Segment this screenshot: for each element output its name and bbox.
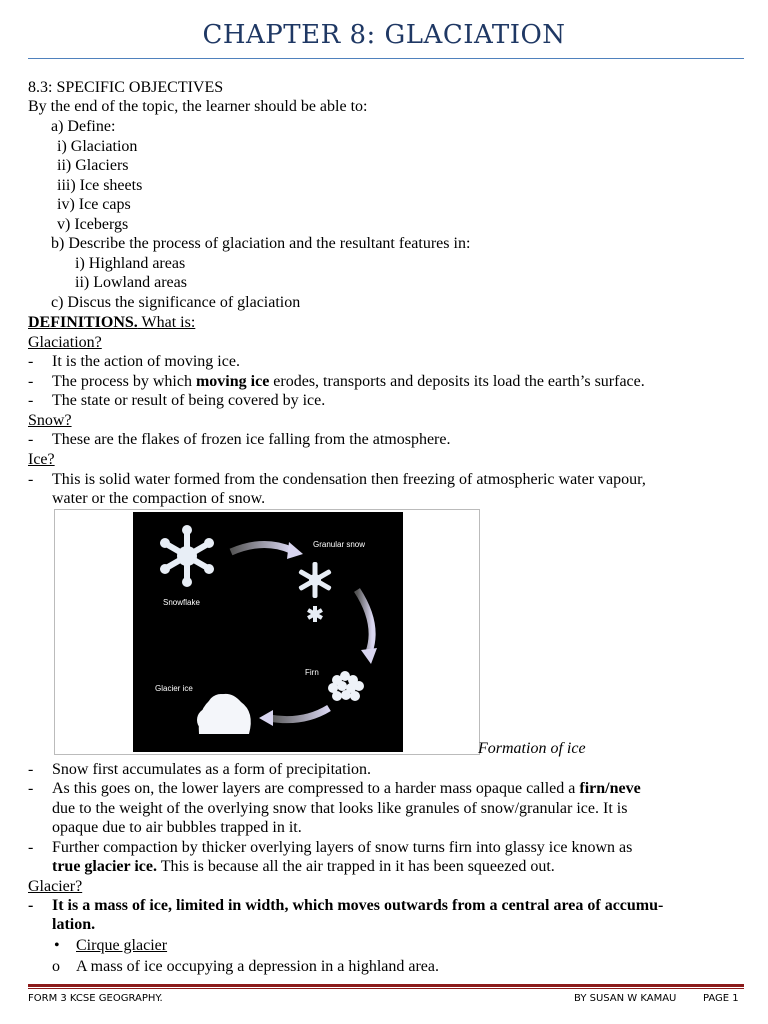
objective-a-item: i) Glaciation	[57, 138, 138, 155]
objective-a-item: v) Icebergs	[57, 216, 129, 233]
objectives-heading: 8.3: SPECIFIC OBJECTIVES	[28, 79, 224, 96]
text-run-bold: firn/neve	[579, 780, 641, 797]
footer-left: FORM 3 KCSE GEOGRAPHY.	[28, 993, 163, 1004]
dash-bullet: -	[28, 353, 34, 370]
dash-bullet: -	[28, 761, 34, 778]
granular-snow-icon	[298, 562, 332, 598]
glaciation-def-3: The state or result of being covered by ice.	[52, 392, 326, 409]
definitions-heading	[28, 313, 195, 332]
glacier-ice-icon	[197, 694, 251, 734]
objective-a-item: iv) Ice caps	[57, 196, 131, 213]
bullet-icon: •	[54, 937, 60, 954]
term-snow: Snow?	[28, 412, 72, 429]
ice-def-line-1: This is solid water formed from the condensation then freezing of atmospheric water vapour,	[52, 471, 646, 488]
objective-a-item: ii) Glaciers	[57, 157, 129, 174]
definitions-label-rest: What is:	[137, 314, 196, 331]
objective-b: b) Describe the process of glaciation and the resultant features in:	[51, 235, 471, 252]
footer-divider-thin	[28, 988, 744, 989]
dash-bullet: -	[28, 392, 34, 409]
dash-bullet: -	[28, 471, 34, 488]
arrowhead-icon	[287, 542, 303, 559]
process-2-line-1	[52, 779, 641, 798]
arrowhead-icon	[259, 710, 273, 726]
circle-bullet-icon: o	[52, 958, 60, 975]
dash-bullet: -	[28, 780, 34, 797]
snow-def-1: These are the flakes of frozen ice falling from the atmosphere.	[52, 431, 451, 448]
definitions-label: DEFINITIONS.	[28, 314, 138, 331]
ice-formation-figure	[54, 509, 480, 755]
process-3-line-1: Further compaction by thicker overlying layers of snow turns firn into glassy ice known as	[52, 839, 633, 856]
process-1: Snow first accumulates as a form of precipitation.	[52, 761, 372, 778]
arrow-icon	[231, 544, 291, 552]
arrow-icon	[269, 708, 329, 720]
footer-divider	[28, 984, 744, 987]
small-flake-icon	[307, 606, 323, 622]
cirque-glacier-heading: Cirque glacier	[76, 937, 168, 954]
glacier-def-line-1: It is a mass of ice, limited in width, which moves outwards from a central area of accumu-	[52, 897, 664, 914]
arrow-icon	[357, 590, 372, 652]
term-glaciation: Glaciation?	[28, 334, 102, 351]
label-snowflake: Snowflake	[163, 598, 200, 607]
process-2-line-3: opaque due to air bubbles trapped in it.	[52, 819, 302, 836]
process-3-line-2	[52, 857, 555, 876]
term-glacier: Glacier?	[28, 878, 83, 895]
label-firn: Firn	[305, 668, 319, 677]
ice-def-line-2: water or the compaction of snow.	[52, 490, 266, 507]
text-run: As this goes on, the lower layers are compressed to a harder mass opaque called a	[52, 780, 580, 797]
title-divider	[28, 58, 744, 59]
figure-caption: Formation of ice	[478, 740, 586, 757]
process-2-line-2: due to the weight of the overlying snow that looks like granules of snow/granular ice. It is	[52, 800, 628, 817]
text-run-bold: moving ice	[195, 373, 270, 390]
dash-bullet: -	[28, 373, 34, 390]
objectives-intro: By the end of the topic, the learner should be able to:	[28, 98, 368, 115]
glaciation-def-1: It is the action of moving ice.	[52, 353, 240, 370]
text-run: The process by which	[52, 373, 196, 390]
text-run: erodes, transports and deposits its load the earth’s surface.	[269, 373, 645, 390]
dash-bullet: -	[28, 431, 34, 448]
objective-a-item: iii) Ice sheets	[57, 177, 143, 194]
label-granular-snow: Granular snow	[313, 540, 366, 549]
page-title: CHAPTER 8: GLACIATION	[202, 20, 566, 50]
firn-icon	[328, 671, 364, 701]
arrowhead-icon	[361, 648, 377, 664]
objective-a: a) Define:	[51, 118, 116, 135]
objective-c: c) Discus the significance of glaciation	[51, 294, 301, 311]
objective-b-item: ii) Lowland areas	[75, 274, 187, 291]
footer-author: BY SUSAN W KAMAU	[574, 993, 677, 1004]
snowflake-icon	[160, 525, 215, 587]
figure-image	[133, 512, 403, 752]
dash-bullet: -	[28, 839, 34, 856]
objective-b-item: i) Highland areas	[75, 255, 186, 272]
term-ice: Ice?	[28, 451, 55, 468]
glaciation-def-2	[52, 372, 645, 391]
cirque-glacier-def: A mass of ice occupying a depression in a highland area.	[76, 958, 439, 975]
footer-page: PAGE 1	[703, 993, 739, 1004]
glacier-def-line-2: lation.	[52, 916, 96, 933]
label-glacier-ice: Glacier ice	[155, 684, 193, 693]
dash-bullet: -	[28, 897, 34, 914]
text-run-bold: true glacier ice.	[52, 858, 157, 875]
text-run: This is because all the air trapped in it has been squeezed out.	[156, 858, 555, 875]
